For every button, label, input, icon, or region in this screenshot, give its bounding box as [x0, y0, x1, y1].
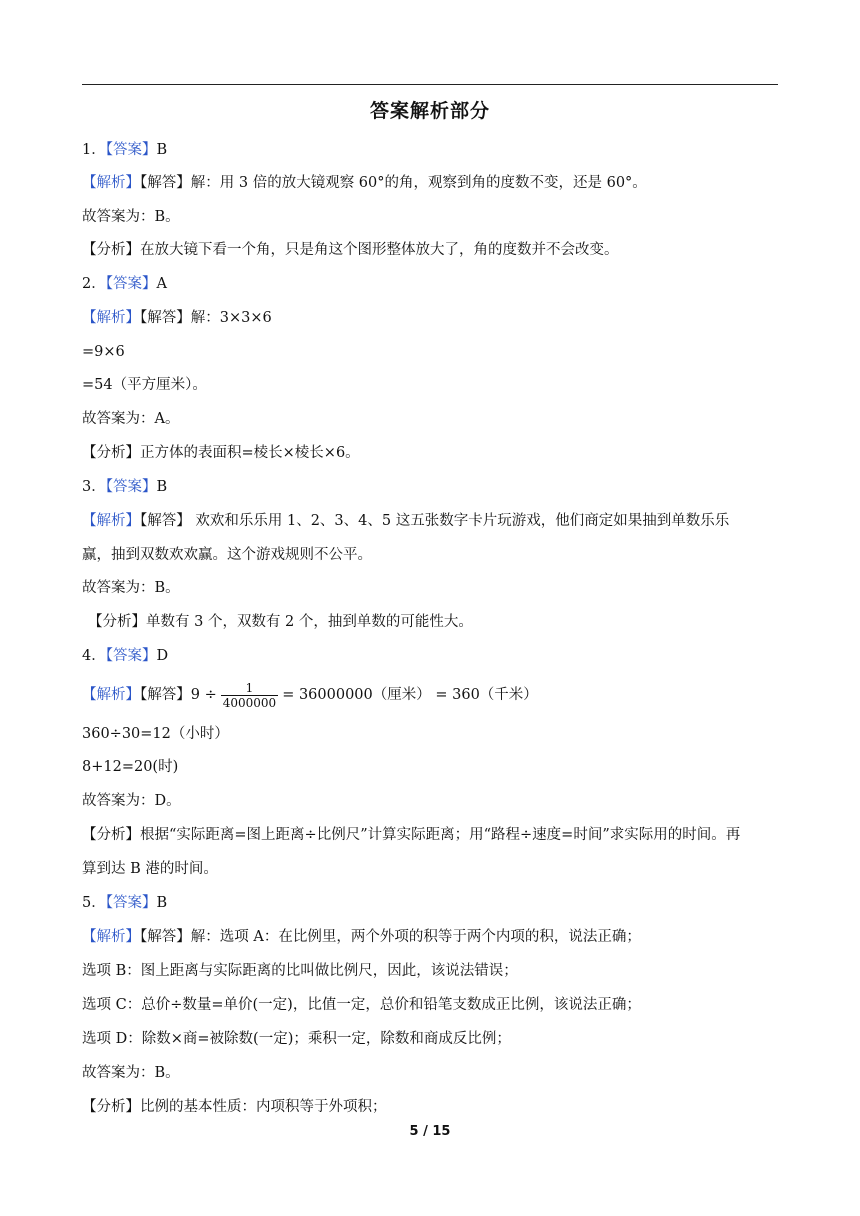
section-title: 答案解析部分 — [369, 100, 490, 122]
jiexi-tag: 【解析】 — [82, 310, 140, 326]
answer-tag: 【答案】 — [105, 895, 157, 911]
answer-tag: 【答案】 — [105, 479, 157, 495]
q5-analysis-line — [82, 1097, 387, 1117]
q4-fraction — [221, 681, 278, 710]
jieda-tag: 【解答】 — [140, 310, 191, 326]
jieda-tag: 【解答】 — [140, 175, 191, 191]
header-rule — [82, 84, 778, 85]
q2-solution: 解：3×3×6 — [190, 310, 272, 326]
q2-analysis: 正方体的表面积=棱长×棱长×6。 — [140, 445, 360, 461]
answer-tag: 【答案】 — [105, 648, 157, 664]
q2-answer: A — [156, 276, 167, 292]
q4-conclusion: 故答案为：D。 — [82, 793, 181, 809]
jiexi-tag: 【解析】 — [82, 175, 140, 191]
jiexi-tag: 【解析】 — [82, 929, 140, 945]
q5-conclusion: 故答案为：B。 — [82, 1065, 180, 1081]
q3-analysis: 单数有 3 个，双数有 2 个，抽到单数的可能性大。 — [146, 614, 473, 630]
q5-option-b: 选项 B：图上距离与实际距离的比叫做比例尺，因此，该说法错误； — [82, 963, 518, 979]
page-number: 5 / 15 — [409, 1124, 451, 1139]
q2-conclusion: 故答案为：A。 — [82, 411, 180, 427]
q1-analysis-line — [82, 240, 619, 260]
q1-conclusion: 故答案为：B。 — [82, 209, 180, 225]
q5-number: 5． — [82, 895, 106, 911]
q2-step-1: =9×6 — [82, 344, 125, 360]
q1-solution: 解：用 3 倍的放大镜观察 60°的角，观察到角的度数不变，还是 60°。 — [190, 175, 647, 191]
q4-formula-pre: 9 ÷ — [190, 687, 217, 703]
q2-analysis-line — [82, 443, 360, 463]
fenxi-tag: 【分析】 — [88, 614, 146, 630]
q2-answer-line — [82, 274, 167, 294]
q2-step-2: =54（平方厘米）。 — [82, 377, 207, 393]
fenxi-tag: 【分析】 — [82, 242, 140, 258]
q5-analysis: 比例的基本性质：内项积等于外项积； — [140, 1099, 387, 1115]
q4-analysis-cont: 算到达 B 港的时间。 — [82, 861, 218, 877]
fenxi-tag: 【分析】 — [82, 1099, 140, 1115]
q5-option-d: 选项 D：除数×商=被除数(一定)；乘积一定，除数和商成反比例； — [82, 1031, 511, 1047]
q1-analysis: 在放大镜下看一个角，只是角这个图形整体放大了，角的度数并不会改变。 — [140, 242, 619, 258]
q4-analysis-line — [82, 825, 740, 845]
q1-solution-line — [82, 173, 647, 193]
jieda-tag: 【解答】 — [140, 929, 191, 945]
q3-solution-cont: 赢，抽到双数欢欢赢。这个游戏规则不公平。 — [82, 547, 372, 563]
q4-number: 4． — [82, 648, 106, 664]
q3-number: 3． — [82, 479, 106, 495]
q4-analysis: 根据“实际距离=图上距离÷比例尺”计算实际距离；用“路程÷速度=时间”求实际用的时间。再 — [140, 827, 741, 843]
fraction-numerator: 1 — [221, 681, 278, 696]
q5-answer-line — [82, 893, 167, 913]
jiexi-tag: 【解析】 — [82, 687, 140, 703]
q5-solution-line — [82, 927, 641, 947]
q3-answer-line — [82, 477, 167, 497]
q2-number: 2． — [82, 276, 106, 292]
q3-solution-line — [82, 511, 729, 531]
q3-solution: 欢欢和乐乐用 1、2、3、4、5 这五张数字卡片玩游戏，他们商定如果抽到单数乐乐 — [190, 513, 730, 529]
answer-tag: 【答案】 — [105, 276, 157, 292]
q3-analysis-line — [88, 612, 473, 632]
q5-solution: 解：选项 A：在比例里，两个外项的积等于两个内项的积，说法正确； — [190, 929, 641, 945]
jiexi-tag: 【解析】 — [82, 513, 140, 529]
q4-step-1: 360÷30=12（小时） — [82, 726, 229, 742]
q4-solution-line — [82, 680, 538, 710]
jieda-tag: 【解答】 — [140, 687, 191, 703]
q1-answer: B — [156, 142, 168, 158]
q3-answer: B — [156, 479, 168, 495]
q3-conclusion: 故答案为：B。 — [82, 580, 180, 596]
q2-solution-line — [82, 308, 272, 328]
q1-number: 1． — [82, 142, 106, 158]
answer-tag: 【答案】 — [105, 142, 157, 158]
q4-step-2: 8+12=20(时) — [82, 759, 179, 775]
q4-answer: D — [156, 648, 169, 664]
fenxi-tag: 【分析】 — [82, 827, 140, 843]
q4-answer-line — [82, 646, 168, 666]
jieda-tag: 【解答】 — [140, 513, 191, 529]
q4-formula-post: = 36000000（厘米） = 360（千米） — [282, 687, 538, 703]
q5-answer: B — [156, 895, 168, 911]
q5-option-c: 选项 C：总价÷数量=单价(一定)，比值一定，总价和铅笔支数成正比例，该说法正确； — [82, 997, 641, 1013]
q1-answer-line — [82, 140, 167, 160]
fenxi-tag: 【分析】 — [82, 445, 140, 461]
fraction-denominator: 4000000 — [222, 695, 277, 710]
